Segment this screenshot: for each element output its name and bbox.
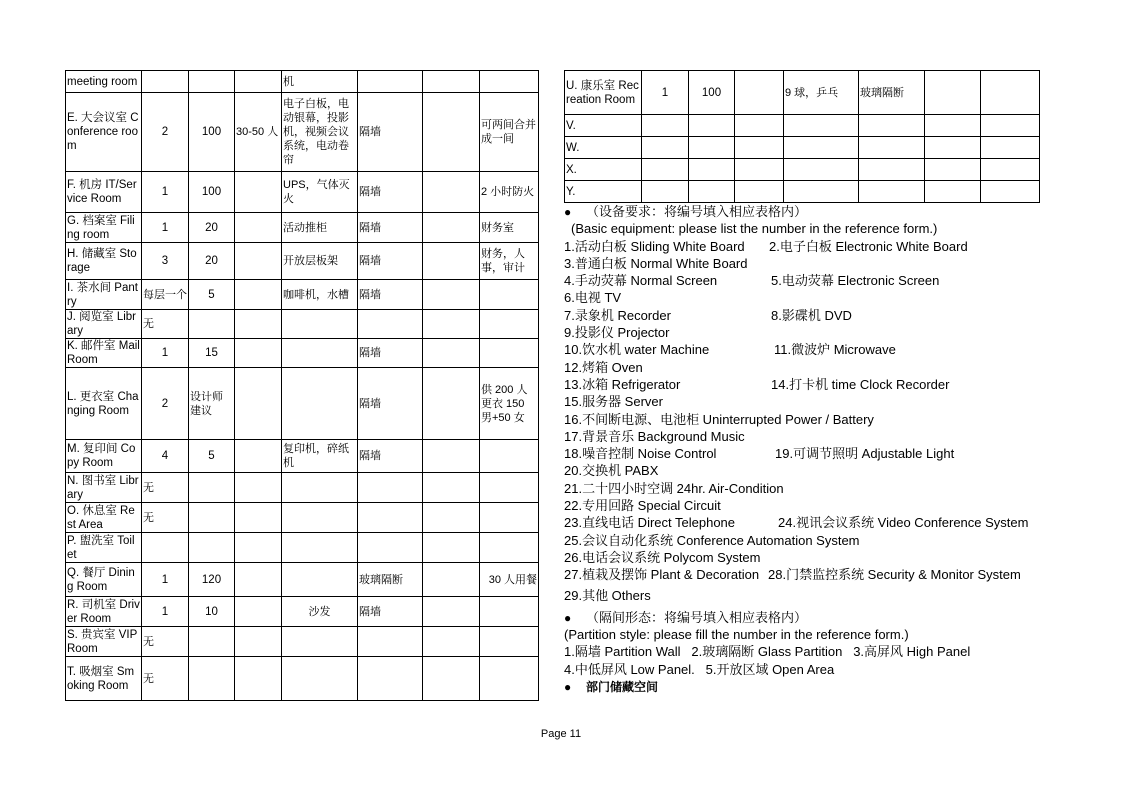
cell-people <box>235 627 282 657</box>
equipment-line <box>564 238 1064 255</box>
equipment-item: 25.会议自动化系统 Conference Automation System <box>564 532 860 548</box>
cell-name: L. 更衣室 Changing Room <box>66 368 142 440</box>
cell-name: M. 复印间 Copy Room <box>66 440 142 473</box>
cell-area: 100 <box>189 93 235 172</box>
cell-equipment <box>282 627 358 657</box>
cell-note <box>480 339 539 368</box>
cell-note <box>981 137 1040 159</box>
cell-note <box>981 159 1040 181</box>
equipment-item: 3.普通白板 Normal White Board <box>564 255 748 271</box>
cell-partition: 隔墙 <box>358 339 423 368</box>
table-row <box>66 440 539 473</box>
cell-name: R. 司机室 Driver Room <box>67 598 140 625</box>
cell-partition <box>859 181 925 203</box>
cell-area: 设计师建议 <box>189 368 235 440</box>
table-row <box>565 181 1040 203</box>
left-space-table <box>65 70 539 701</box>
cell-partition <box>859 159 925 181</box>
equipment-heading: ● （设备要求：将编号填入相应表格内） <box>564 203 1064 220</box>
cell-partition <box>358 533 423 563</box>
equipment-line <box>564 255 1064 272</box>
equipment-line <box>564 445 1064 462</box>
cell-qty <box>142 533 189 563</box>
cell-partition: 隔墙 <box>358 280 423 310</box>
table-row <box>66 93 539 172</box>
equipment-line <box>564 324 1064 341</box>
equipment-item: 2.电子白板 Electronic White Board <box>769 238 968 254</box>
partition-line-2: 4.中低屏风 Low Panel. 5.开放区域 Open Area <box>564 661 835 677</box>
cell-people <box>735 71 784 115</box>
cell-partition: 玻璃隔断 <box>358 563 423 597</box>
cell-equipment: 沙发 <box>282 597 358 627</box>
cell-people <box>235 243 282 280</box>
table-row <box>66 657 539 701</box>
cell-note: 可两间合并成一间 <box>480 93 539 172</box>
cell-name: K. 邮件室 Mail Room <box>67 340 140 366</box>
cell-note: 30 人用餐 <box>480 563 539 597</box>
cell-partition: 隔墙 <box>358 243 423 280</box>
table-row <box>66 597 539 627</box>
cell-c7 <box>423 243 480 280</box>
cell-name: H. 储藏室 Storage <box>66 243 142 280</box>
cell-name: Y. <box>565 181 642 203</box>
cell-area: 5 <box>189 280 235 310</box>
cell-name: T. 吸烟室 Smoking Room <box>66 657 142 701</box>
equipment-item: 10.饮水机 water Machine <box>564 342 710 358</box>
table-row <box>66 473 539 503</box>
table-row <box>66 213 539 243</box>
cell-equipment: 开放层板架 <box>282 243 358 280</box>
equipment-item: 18.噪音控制 Noise Control <box>564 446 717 462</box>
right-space-table <box>564 70 1040 203</box>
equipment-heading-en: (Basic equipment: please list the number in the reference form.) <box>571 221 938 237</box>
cell-equipment: 复印机，碎纸机 <box>282 440 358 473</box>
equipment-line <box>564 532 1064 549</box>
table-row <box>66 243 539 280</box>
cell-area: 20 <box>189 213 235 243</box>
cell-people <box>235 563 282 597</box>
cell-partition: 隔墙 <box>358 172 423 213</box>
table-row <box>66 627 539 657</box>
cell-name: V. <box>565 115 642 137</box>
equipment-item: 12.烤箱 Oven <box>564 359 643 375</box>
equipment-line <box>564 272 1064 289</box>
cell-qty: 2 <box>142 93 189 172</box>
cell-equipment <box>282 533 358 563</box>
equipment-item: 19.可调节照明 Adjustable Light <box>775 446 955 462</box>
cell-name: X. <box>565 159 642 181</box>
cell-equipment <box>784 137 859 159</box>
cell-note <box>480 533 539 563</box>
equipment-line <box>564 587 1064 604</box>
cell-qty <box>642 137 689 159</box>
cell-equipment: 机 <box>282 71 358 93</box>
cell-area: 120 <box>189 563 235 597</box>
bullet-icon: ● <box>564 610 572 625</box>
cell-qty: 1 <box>142 172 189 213</box>
equipment-line <box>564 497 1064 514</box>
equipment-line <box>564 289 1064 306</box>
cell-people <box>235 280 282 310</box>
cell-c7 <box>423 440 480 473</box>
equipment-item: 27.植栽及摆饰 Plant & Decoration <box>564 567 760 583</box>
cell-qty: 4 <box>142 440 189 473</box>
table-row <box>565 115 1040 137</box>
cell-note: 2 小时防火 <box>480 172 539 213</box>
equipment-line <box>564 393 1064 410</box>
bullet-icon: ● <box>564 680 572 695</box>
equipment-line <box>564 376 1064 393</box>
cell-name: J. 阅览室 Library <box>66 310 142 339</box>
cell-c7 <box>423 627 480 657</box>
cell-c7 <box>423 280 480 310</box>
cell-partition <box>859 137 925 159</box>
table-row <box>66 280 539 310</box>
cell-area: 100 <box>189 172 235 213</box>
cell-partition <box>358 71 423 93</box>
cell-c7 <box>925 181 981 203</box>
equipment-line <box>564 549 1064 566</box>
cell-people <box>235 172 282 213</box>
cell-qty: 2 <box>142 368 189 440</box>
cell-area <box>689 159 735 181</box>
equipment-item: 13.冰箱 Refrigerator <box>564 376 681 392</box>
cell-area <box>189 657 235 701</box>
cell-note <box>480 473 539 503</box>
cell-qty: 无 <box>142 310 189 339</box>
cell-c7 <box>423 71 480 93</box>
equipment-item: 17.背景音乐 Background Music <box>564 428 745 444</box>
cell-equipment <box>282 657 358 701</box>
cell-c7 <box>423 563 480 597</box>
cell-people <box>235 310 282 339</box>
equipment-item: 23.直线电话 Direct Telephone <box>564 515 736 531</box>
cell-name: G. 档案室 Filing room <box>66 213 142 243</box>
cell-area <box>189 627 235 657</box>
equipment-item: 14.打卡机 time Clock Recorder <box>771 376 950 392</box>
cell-note <box>480 597 539 627</box>
partition-line-1: 1.隔墙 Partition Wall 2.玻璃隔断 Glass Partition 3.高屏风 High Panel <box>564 644 971 660</box>
cell-qty: 1 <box>642 71 689 115</box>
cell-partition: 隔墙 <box>358 597 423 627</box>
cell-name: N. 图书室 Library <box>66 473 142 503</box>
equipment-item: 28.门禁监控系统 Security & Monitor System <box>768 567 1021 583</box>
cell-qty: 无 <box>142 473 189 503</box>
cell-qty: 3 <box>142 243 189 280</box>
cell-name: W. <box>565 137 642 159</box>
cell-note <box>480 440 539 473</box>
cell-note: 财务室 <box>480 213 539 243</box>
table-row <box>66 71 539 93</box>
equipment-item: 9.投影仪 Projector <box>564 325 670 341</box>
cell-people <box>235 71 282 93</box>
equipment-item: 29.其他 Others <box>564 587 651 603</box>
cell-equipment: UPS，气体灭火 <box>282 172 358 213</box>
equipment-list <box>564 238 1064 604</box>
cell-area: 15 <box>189 339 235 368</box>
cell-note <box>480 280 539 310</box>
equipment-item: 26.电话会议系统 Polycom System <box>564 549 761 565</box>
cell-c7 <box>925 71 981 115</box>
cell-name: S. 贵宾室 VIP Room <box>66 627 142 657</box>
partition-heading-en: (Partition style: please fill the number in the reference form.) <box>564 627 909 643</box>
equipment-line <box>564 411 1064 428</box>
page-footer: Page 11 <box>540 728 582 740</box>
table-row <box>565 71 1040 115</box>
cell-name: P. 盥洗室 Toilet <box>66 533 142 563</box>
cell-people <box>735 181 784 203</box>
cell-equipment <box>282 473 358 503</box>
equipment-item: 15.服务器 Server <box>564 394 663 410</box>
cell-people <box>235 213 282 243</box>
cell-area <box>689 181 735 203</box>
cell-equipment <box>282 310 358 339</box>
cell-people <box>235 503 282 533</box>
partition-heading: ● （隔间形态：将编号填入相应表格内） <box>564 609 1064 626</box>
cell-people <box>235 368 282 440</box>
equipment-item: 8.影碟机 DVD <box>771 307 852 323</box>
cell-people <box>235 533 282 563</box>
cell-name: F. 机房 IT/Service Room <box>66 172 142 213</box>
cell-c7 <box>925 159 981 181</box>
cell-area <box>189 71 235 93</box>
equipment-line <box>564 341 1064 358</box>
equipment-line <box>564 307 1064 324</box>
cell-name: O. 休息室 Rest Area <box>66 503 142 533</box>
cell-name: U. 康乐室 Recreation Room <box>565 71 642 115</box>
cell-note <box>981 115 1040 137</box>
equipment-item: 24.视讯会议系统 Video Conference System <box>778 515 1029 531</box>
cell-equipment: 电子白板，电动银幕，投影机，视频会议系统，电动卷帘 <box>282 93 358 172</box>
equipment-item: 16.不间断电源、电池柜 Uninterrupted Power / Battery <box>564 411 874 427</box>
table-row <box>66 563 539 597</box>
table-row <box>66 533 539 563</box>
equipment-item: 5.电动荧幕 Electronic Screen <box>771 273 940 289</box>
cell-partition: 隔墙 <box>358 93 423 172</box>
cell-c7 <box>423 213 480 243</box>
cell-partition: 隔墙 <box>358 213 423 243</box>
cell-area <box>689 137 735 159</box>
equipment-item: 4.手动荧幕 Normal Screen <box>564 273 718 289</box>
cell-area <box>189 473 235 503</box>
cell-area: 20 <box>189 243 235 280</box>
cell-partition <box>358 310 423 339</box>
cell-equipment <box>784 181 859 203</box>
equipment-item: 20.交换机 PABX <box>564 463 659 479</box>
cell-qty: 1 <box>142 563 189 597</box>
cell-c7 <box>423 597 480 627</box>
equipment-line <box>564 428 1064 445</box>
cell-equipment <box>282 368 358 440</box>
cell-qty <box>642 115 689 137</box>
table-row <box>66 368 539 440</box>
cell-c7 <box>423 368 480 440</box>
cell-qty <box>642 159 689 181</box>
cell-c7 <box>423 473 480 503</box>
cell-area <box>189 533 235 563</box>
cell-partition: 隔墙 <box>358 368 423 440</box>
cell-note: 财务，人事，审计 <box>480 243 539 280</box>
cell-partition <box>358 657 423 701</box>
table-row <box>66 172 539 213</box>
cell-note <box>480 71 539 93</box>
cell-people <box>735 115 784 137</box>
cell-qty <box>142 71 189 93</box>
cell-people <box>235 473 282 503</box>
cell-c7 <box>423 172 480 213</box>
cell-area <box>189 503 235 533</box>
cell-c7 <box>925 115 981 137</box>
cell-note <box>480 310 539 339</box>
table-row <box>66 310 539 339</box>
equipment-item: 1.活动白板 Sliding White Board <box>564 238 745 254</box>
cell-qty: 无 <box>142 503 189 533</box>
cell-people <box>735 159 784 181</box>
cell-qty: 1 <box>142 597 189 627</box>
cell-partition <box>859 115 925 137</box>
cell-c7 <box>423 503 480 533</box>
cell-area <box>189 310 235 339</box>
cell-note <box>480 627 539 657</box>
table-row <box>565 159 1040 181</box>
equipment-line <box>564 462 1064 479</box>
cell-people <box>235 440 282 473</box>
cell-partition <box>358 627 423 657</box>
cell-note <box>480 503 539 533</box>
cell-area <box>689 115 735 137</box>
cell-name: meeting room <box>66 71 142 93</box>
cell-qty: 无 <box>142 627 189 657</box>
cell-equipment: 咖啡机，水槽 <box>282 280 358 310</box>
cell-qty: 无 <box>142 657 189 701</box>
table-row <box>66 339 539 368</box>
storage-heading: ● 部门储藏空间 <box>564 678 1064 695</box>
cell-c7 <box>423 339 480 368</box>
equipment-line <box>564 566 1064 583</box>
cell-c7 <box>423 533 480 563</box>
cell-equipment: 9 球，乒乓 <box>784 71 859 115</box>
equipment-item: 7.录象机 Recorder <box>564 307 671 323</box>
cell-equipment <box>282 503 358 533</box>
table-row <box>66 503 539 533</box>
cell-equipment <box>784 115 859 137</box>
cell-people <box>235 339 282 368</box>
cell-c7 <box>925 137 981 159</box>
cell-partition: 玻璃隔断 <box>859 71 925 115</box>
cell-people <box>735 137 784 159</box>
notes-section <box>564 203 1064 695</box>
cell-qty: 1 <box>142 339 189 368</box>
cell-equipment <box>282 563 358 597</box>
cell-area: 10 <box>189 597 235 627</box>
cell-name: Q. 餐厅 Dining Room <box>66 563 142 597</box>
cell-c7 <box>423 310 480 339</box>
cell-note <box>981 181 1040 203</box>
cell-people: 30-50 人 <box>235 93 282 172</box>
cell-partition <box>358 473 423 503</box>
cell-qty: 每层一个 <box>142 280 189 310</box>
equipment-line <box>564 480 1064 497</box>
cell-partition: 隔墙 <box>358 440 423 473</box>
cell-c7 <box>423 657 480 701</box>
cell-people <box>235 657 282 701</box>
equipment-item: 21.二十四小时空调 24hr. Air-Condition <box>564 480 784 496</box>
cell-partition <box>358 503 423 533</box>
cell-equipment <box>282 339 358 368</box>
cell-c7 <box>423 93 480 172</box>
cell-area: 100 <box>689 71 735 115</box>
cell-people <box>235 597 282 627</box>
bullet-icon: ● <box>564 205 572 219</box>
cell-name: I. 茶水间 Pantry <box>66 280 142 310</box>
equipment-line <box>564 359 1064 376</box>
cell-equipment: 活动推柜 <box>282 213 358 243</box>
table-row <box>565 137 1040 159</box>
cell-note <box>480 657 539 701</box>
cell-qty: 1 <box>142 213 189 243</box>
cell-note <box>981 71 1040 115</box>
equipment-line <box>564 514 1064 531</box>
equipment-item: 6.电视 TV <box>564 290 622 306</box>
cell-area: 5 <box>189 440 235 473</box>
cell-qty <box>642 181 689 203</box>
cell-equipment <box>784 159 859 181</box>
cell-name: E. 大会议室 Conference room <box>66 93 142 172</box>
equipment-item: 22.专用回路 Special Circuit <box>564 498 721 514</box>
equipment-item: 11.微波炉 Microwave <box>774 342 896 358</box>
cell-note: 供 200 人更衣 150 男+50 女 <box>480 368 539 440</box>
